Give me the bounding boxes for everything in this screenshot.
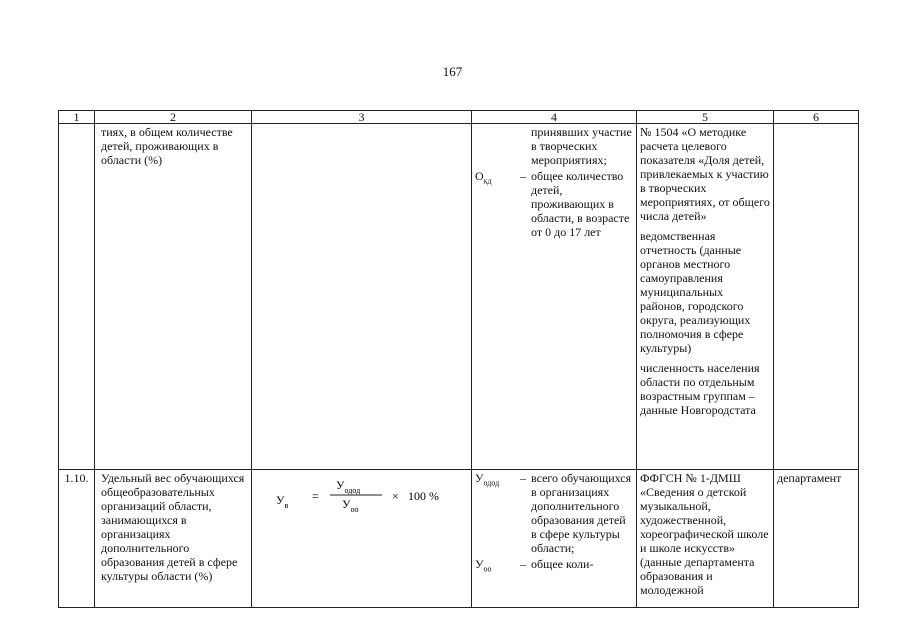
variable-definition: всего обучающихся в организациях дополнительного образования детей в сфере культуры области; bbox=[531, 471, 632, 555]
header-col-5: 5 bbox=[637, 111, 774, 124]
source-text: № 1504 «О методике расчета целевого показателя «Доля детей, привлекаемых к участию в творческих мероприятиях, от общего числа детей» bbox=[640, 125, 770, 223]
row-number: 1.10. bbox=[59, 470, 95, 608]
header-col-3: 3 bbox=[252, 111, 472, 124]
variables-cell bbox=[472, 470, 637, 608]
source-cell bbox=[637, 470, 774, 608]
table-row bbox=[59, 470, 859, 608]
formula-cell bbox=[252, 470, 472, 608]
variable-definition: общее количество детей, проживающих в области, в возрасте от 0 до 17 лет bbox=[531, 169, 630, 239]
source-text: ведомственная отчетность (данные органов местного самоуправления муниципальных районов, городского округа, реализующих полномочия в сфере культуры) bbox=[640, 229, 751, 355]
variable-entry bbox=[475, 169, 633, 239]
variable-definition: принявших участие в творческих мероприятиях; bbox=[531, 125, 632, 167]
formula-numerator: $У_{одод}$ bbox=[336, 478, 361, 495]
formula-percent: 100 % bbox=[408, 489, 439, 503]
variable-dash: – bbox=[520, 471, 526, 485]
indicator-name: тиях, в общем количестве детей, проживающих в области (%) bbox=[95, 124, 252, 470]
source-text: численность населения области по отдельным возрастным группам – данные Новгородстата bbox=[640, 361, 760, 417]
page-number: 167 bbox=[442, 64, 463, 79]
responsible-cell bbox=[774, 124, 859, 470]
responsible-cell: департамент bbox=[774, 470, 859, 608]
source-cell bbox=[637, 124, 774, 470]
variables-cell bbox=[472, 124, 637, 470]
formula-cell bbox=[252, 124, 472, 470]
header-col-4: 4 bbox=[472, 111, 637, 124]
formula-lhs: $У_в$ bbox=[276, 493, 289, 510]
indicators-table bbox=[58, 110, 859, 608]
table-row bbox=[59, 124, 859, 470]
formula-times: × bbox=[392, 489, 399, 503]
header-col-2: 2 bbox=[95, 111, 252, 124]
variable-entry bbox=[475, 471, 633, 555]
variable-symbol: $У_{оо}$ bbox=[475, 557, 492, 574]
row-number bbox=[59, 124, 95, 470]
variable-definition: общее коли- bbox=[531, 557, 594, 571]
variable-symbol: $У_{одод}$ bbox=[475, 471, 500, 488]
indicator-name: Удельный вес обучающихся общеобразовательных организаций области, занимающихся в организациях дополнительного образования детей в сфере культуры области (%) bbox=[95, 470, 252, 608]
header-col-6: 6 bbox=[774, 111, 859, 124]
variable-entry bbox=[475, 125, 633, 167]
header-col-1: 1 bbox=[59, 111, 95, 124]
formula-denominator: $У_{оо}$ bbox=[342, 497, 359, 514]
table-header-row bbox=[59, 111, 859, 124]
source-text: ФФГСН № 1-ДМШ «Сведения о детской музыкальной, художественной, хореографической школе и школе искусств» (данные департамента образования и молодежной bbox=[640, 471, 769, 597]
variable-dash: – bbox=[520, 169, 526, 183]
formula-equals: = bbox=[312, 489, 319, 503]
variable-entry bbox=[475, 557, 633, 576]
formula bbox=[256, 474, 456, 534]
variable-dash: – bbox=[520, 557, 526, 571]
variable-symbol: $О_{кд}$ bbox=[475, 169, 492, 186]
